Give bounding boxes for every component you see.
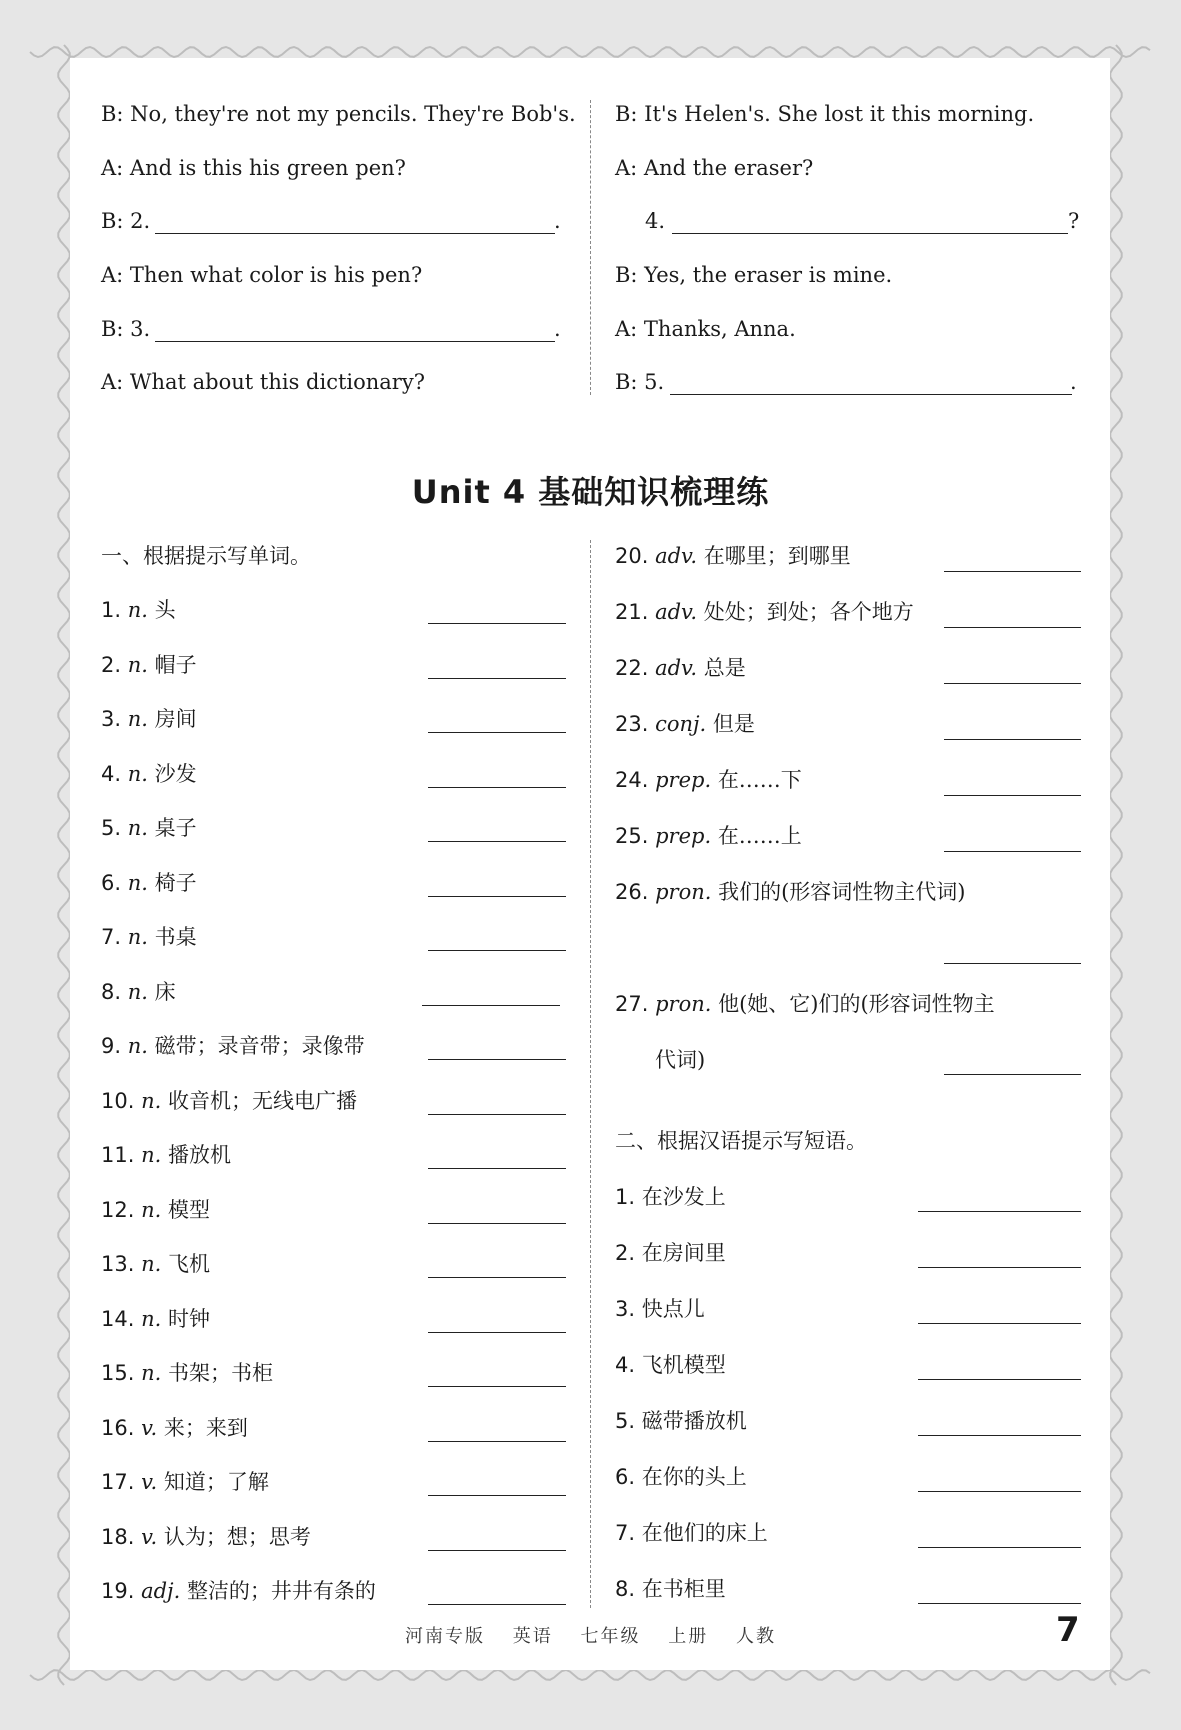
footer-edition: 河南专版 xyxy=(405,1626,486,1647)
item-meaning: 在他们的床上 xyxy=(641,1521,768,1545)
word-item xyxy=(615,990,995,1018)
item-meaning: 在书柜里 xyxy=(641,1577,726,1601)
word-item xyxy=(101,1414,248,1442)
part-of-speech: n. xyxy=(127,870,148,895)
word-answer-blank[interactable] xyxy=(428,1277,566,1278)
part-of-speech: n. xyxy=(127,707,148,731)
part-of-speech: pron. xyxy=(655,992,712,1016)
word-item xyxy=(101,596,176,624)
column-divider-top xyxy=(590,100,591,395)
part-of-speech: n. xyxy=(127,652,148,677)
word-item xyxy=(101,1468,269,1496)
item-number: 3. xyxy=(615,1297,636,1321)
item-number: 6. xyxy=(101,870,122,895)
phrase-answer-blank[interactable] xyxy=(918,1267,1081,1268)
item-number: 2. xyxy=(101,652,122,677)
word-answer-blank[interactable] xyxy=(944,963,1081,964)
phrase-item xyxy=(615,1519,768,1547)
part-of-speech: n. xyxy=(127,1034,148,1058)
footer-grade: 七年级 xyxy=(580,1626,641,1647)
item-meaning: 房间 xyxy=(154,707,197,731)
word-item xyxy=(101,1359,273,1387)
item-number: 7. xyxy=(615,1521,636,1545)
word-item xyxy=(615,598,914,626)
word-item xyxy=(101,814,197,842)
item-meaning: 在哪里；到哪里 xyxy=(703,544,851,568)
item-number: 5. xyxy=(615,1409,636,1433)
dialogue-line: B: No, they're not my pencils. They're Bob's. xyxy=(101,102,576,126)
footer-subject: 英语 xyxy=(512,1626,553,1647)
word-item xyxy=(101,651,197,679)
word-answer-blank[interactable] xyxy=(944,739,1081,740)
item-number: 23. xyxy=(615,712,649,736)
item-meaning: 在沙发上 xyxy=(641,1185,726,1209)
item-number: 25. xyxy=(615,824,649,848)
answer-blank-4[interactable] xyxy=(672,233,1068,234)
word-answer-blank[interactable] xyxy=(944,1074,1081,1075)
item-meaning: 磁带；录音带；录像带 xyxy=(154,1034,365,1058)
word-item xyxy=(101,869,197,897)
word-item xyxy=(101,1305,210,1333)
item-meaning: 飞机 xyxy=(167,1252,210,1276)
item-number: 12. xyxy=(101,1197,135,1222)
item-number: 19. xyxy=(101,1579,135,1603)
word-answer-blank[interactable] xyxy=(944,627,1081,628)
phrase-answer-blank[interactable] xyxy=(918,1491,1081,1492)
item-meaning: 帽子 xyxy=(154,652,197,677)
item-meaning: 头 xyxy=(154,598,176,622)
item-meaning: 总是 xyxy=(703,656,746,680)
item-number: 2. xyxy=(615,1241,636,1265)
phrase-item xyxy=(615,1407,747,1435)
item-number: 8. xyxy=(615,1577,636,1601)
dialogue-answer-3 xyxy=(101,315,150,343)
item-meaning: 书桌 xyxy=(154,925,197,949)
item-meaning: 我们的(形容词性物主代词) xyxy=(718,880,966,904)
item-meaning: 知道；了解 xyxy=(163,1470,269,1494)
word-answer-blank[interactable] xyxy=(428,1495,566,1496)
item-meaning: 书架；书柜 xyxy=(167,1361,273,1385)
item-meaning: 桌子 xyxy=(154,816,197,840)
word-item xyxy=(101,1087,357,1115)
word-answer-blank[interactable] xyxy=(944,795,1081,796)
item-number: 18. xyxy=(101,1524,135,1549)
word-item xyxy=(101,1032,365,1060)
word-answer-blank[interactable] xyxy=(428,841,566,842)
item-number: 9. xyxy=(101,1034,122,1058)
dialogue-line: A: Then what color is his pen? xyxy=(101,263,423,287)
answer-blank-5[interactable] xyxy=(670,394,1072,395)
part-of-speech: n. xyxy=(127,816,148,840)
item-number: 10. xyxy=(101,1088,135,1113)
item-number: 21. xyxy=(615,600,649,624)
word-item xyxy=(615,766,802,794)
word-answer-blank[interactable] xyxy=(428,1386,566,1387)
word-answer-blank[interactable] xyxy=(428,623,566,624)
phrase-answer-blank[interactable] xyxy=(918,1603,1081,1604)
phrase-item xyxy=(615,1295,705,1323)
part-of-speech: n. xyxy=(141,1197,162,1222)
item-meaning: 处处；到处；各个地方 xyxy=(703,600,914,624)
phrase-answer-blank[interactable] xyxy=(918,1323,1081,1324)
part-of-speech: n. xyxy=(141,1306,162,1331)
word-item xyxy=(615,878,966,906)
item-meaning: 在房间里 xyxy=(641,1241,726,1265)
item-number: 4. xyxy=(615,1353,636,1377)
word-item xyxy=(101,705,197,733)
word-answer-blank[interactable] xyxy=(428,1059,566,1060)
phrase-answer-blank[interactable] xyxy=(918,1211,1081,1212)
item-number: 16. xyxy=(101,1415,135,1440)
dialogue-suffix: . xyxy=(1070,370,1077,394)
part-of-speech: v. xyxy=(141,1524,158,1549)
item-meaning: 播放机 xyxy=(167,1143,231,1167)
item-meaning: 飞机模型 xyxy=(641,1353,726,1377)
part-of-speech: adj. xyxy=(141,1579,181,1603)
part-of-speech: prep. xyxy=(655,768,712,792)
part-of-speech: adv. xyxy=(655,656,698,680)
item-number: 20. xyxy=(615,544,649,568)
part-of-speech: pron. xyxy=(655,880,712,904)
word-item xyxy=(101,1523,311,1551)
item-meaning: 来；来到 xyxy=(163,1415,248,1440)
dialogue-answer-2 xyxy=(101,207,150,235)
word-item xyxy=(101,1196,210,1224)
part-of-speech: prep. xyxy=(655,824,712,848)
phrase-item xyxy=(615,1351,726,1379)
dialogue-answer-5 xyxy=(615,368,664,396)
word-item xyxy=(101,1141,231,1169)
dialogue-line: A: And is this his green pen? xyxy=(101,156,406,180)
item-number: 15. xyxy=(101,1361,135,1385)
part-of-speech: n. xyxy=(141,1088,162,1113)
dialogue-line: A: And the eraser? xyxy=(615,156,814,180)
phrase-answer-blank[interactable] xyxy=(918,1435,1081,1436)
word-answer-blank[interactable] xyxy=(428,678,566,679)
part-of-speech: n. xyxy=(141,1143,162,1167)
item-meaning: 磁带播放机 xyxy=(641,1409,747,1433)
phrase-answer-blank[interactable] xyxy=(918,1379,1081,1380)
item-meaning: 在你的头上 xyxy=(641,1465,747,1489)
phrase-item xyxy=(615,1239,726,1267)
item-meaning: 整洁的；井井有条的 xyxy=(186,1579,376,1603)
word-answer-blank[interactable] xyxy=(428,732,566,733)
item-number: 14. xyxy=(101,1306,135,1331)
item-number: 3. xyxy=(101,707,122,731)
item-meaning-continued: 代词) xyxy=(655,1048,706,1072)
word-item xyxy=(101,1250,210,1278)
dialogue-line: A: Thanks, Anna. xyxy=(615,317,796,341)
part-of-speech: n. xyxy=(127,979,148,1004)
item-number: 1. xyxy=(615,1185,636,1209)
part-of-speech: n. xyxy=(141,1252,162,1276)
item-meaning: 椅子 xyxy=(154,870,197,895)
dialogue-prefix: B: 5. xyxy=(615,370,665,394)
dialogue-prefix: 4. xyxy=(645,209,666,233)
word-item xyxy=(615,710,755,738)
item-number: 24. xyxy=(615,768,649,792)
part-of-speech: v. xyxy=(141,1415,158,1440)
item-number: 5. xyxy=(101,816,122,840)
page-footer xyxy=(0,1622,1181,1648)
word-item xyxy=(101,1577,376,1605)
part-of-speech: adv. xyxy=(655,600,698,624)
word-item xyxy=(101,760,197,788)
section-heading-words: 一、根据提示写单词。 xyxy=(101,544,311,568)
word-answer-blank[interactable] xyxy=(428,787,566,788)
word-answer-blank[interactable] xyxy=(428,1223,566,1224)
dialogue-suffix: ? xyxy=(1068,209,1080,233)
dialogue-answer-4 xyxy=(645,207,665,235)
word-item xyxy=(101,923,197,951)
item-meaning: 在……上 xyxy=(717,824,802,848)
answer-blank-2[interactable] xyxy=(155,233,555,234)
word-item xyxy=(615,542,851,570)
item-meaning: 收音机；无线电广播 xyxy=(167,1088,357,1113)
item-meaning: 时钟 xyxy=(167,1306,210,1331)
word-item xyxy=(615,822,802,850)
footer-volume: 上册 xyxy=(668,1626,709,1647)
item-meaning: 他(她、它)们的(形容词性物主 xyxy=(718,992,995,1016)
dialogue-line: B: It's Helen's. She lost it this morning. xyxy=(615,102,1035,126)
item-number: 6. xyxy=(615,1465,636,1489)
item-meaning: 认为；想；思考 xyxy=(163,1524,311,1549)
dialogue-suffix: . xyxy=(554,209,561,233)
word-answer-blank[interactable] xyxy=(944,851,1081,852)
word-item xyxy=(101,978,176,1006)
word-answer-blank[interactable] xyxy=(428,1550,566,1551)
item-number: 4. xyxy=(101,761,122,786)
item-number: 13. xyxy=(101,1252,135,1276)
item-meaning: 沙发 xyxy=(154,761,197,786)
dialogue-line: B: Yes, the eraser is mine. xyxy=(615,263,893,287)
part-of-speech: conj. xyxy=(655,712,707,736)
item-number: 7. xyxy=(101,925,122,949)
phrase-item xyxy=(615,1575,726,1603)
dialogue-prefix: B: 2. xyxy=(101,209,151,233)
item-number: 11. xyxy=(101,1143,135,1167)
item-meaning: 但是 xyxy=(712,712,755,736)
word-answer-blank[interactable] xyxy=(944,571,1081,572)
part-of-speech: n. xyxy=(127,925,148,949)
word-answer-blank[interactable] xyxy=(428,1114,566,1115)
item-meaning: 快点儿 xyxy=(641,1297,705,1321)
word-answer-blank[interactable] xyxy=(428,1332,566,1333)
item-number: 17. xyxy=(101,1470,135,1494)
item-number: 22. xyxy=(615,656,649,680)
phrase-answer-blank[interactable] xyxy=(918,1547,1081,1548)
dialogue-suffix: . xyxy=(554,317,561,341)
column-divider-bottom xyxy=(590,540,591,1608)
word-answer-blank[interactable] xyxy=(428,1168,566,1169)
part-of-speech: n. xyxy=(141,1361,162,1385)
footer-publisher: 人教 xyxy=(735,1626,776,1647)
word-answer-blank[interactable] xyxy=(422,1005,560,1006)
section-heading-phrases: 二、根据汉语提示写短语。 xyxy=(615,1129,867,1153)
item-meaning: 模型 xyxy=(167,1197,210,1222)
part-of-speech: n. xyxy=(127,761,148,786)
dialogue-prefix: B: 3. xyxy=(101,317,151,341)
word-answer-blank[interactable] xyxy=(428,950,566,951)
item-number: 26. xyxy=(615,880,649,904)
word-answer-blank[interactable] xyxy=(944,683,1081,684)
page-number: 7 xyxy=(1056,1610,1080,1650)
word-item xyxy=(615,654,746,682)
part-of-speech: adv. xyxy=(655,544,698,568)
unit-title: Unit 4 基础知识梳理练 xyxy=(411,473,770,511)
item-number: 27. xyxy=(615,992,649,1016)
part-of-speech: v. xyxy=(141,1470,158,1494)
item-number: 1. xyxy=(101,598,122,622)
item-meaning: 在……下 xyxy=(717,768,802,792)
word-answer-blank[interactable] xyxy=(428,1441,566,1442)
answer-blank-3[interactable] xyxy=(155,341,555,342)
part-of-speech: n. xyxy=(127,598,148,622)
phrase-item xyxy=(615,1463,747,1491)
phrase-item xyxy=(615,1183,726,1211)
item-number: 8. xyxy=(101,979,122,1004)
dialogue-line: A: What about this dictionary? xyxy=(101,370,425,394)
item-meaning: 床 xyxy=(154,979,176,1004)
word-answer-blank[interactable] xyxy=(428,1604,566,1605)
word-answer-blank[interactable] xyxy=(428,896,566,897)
